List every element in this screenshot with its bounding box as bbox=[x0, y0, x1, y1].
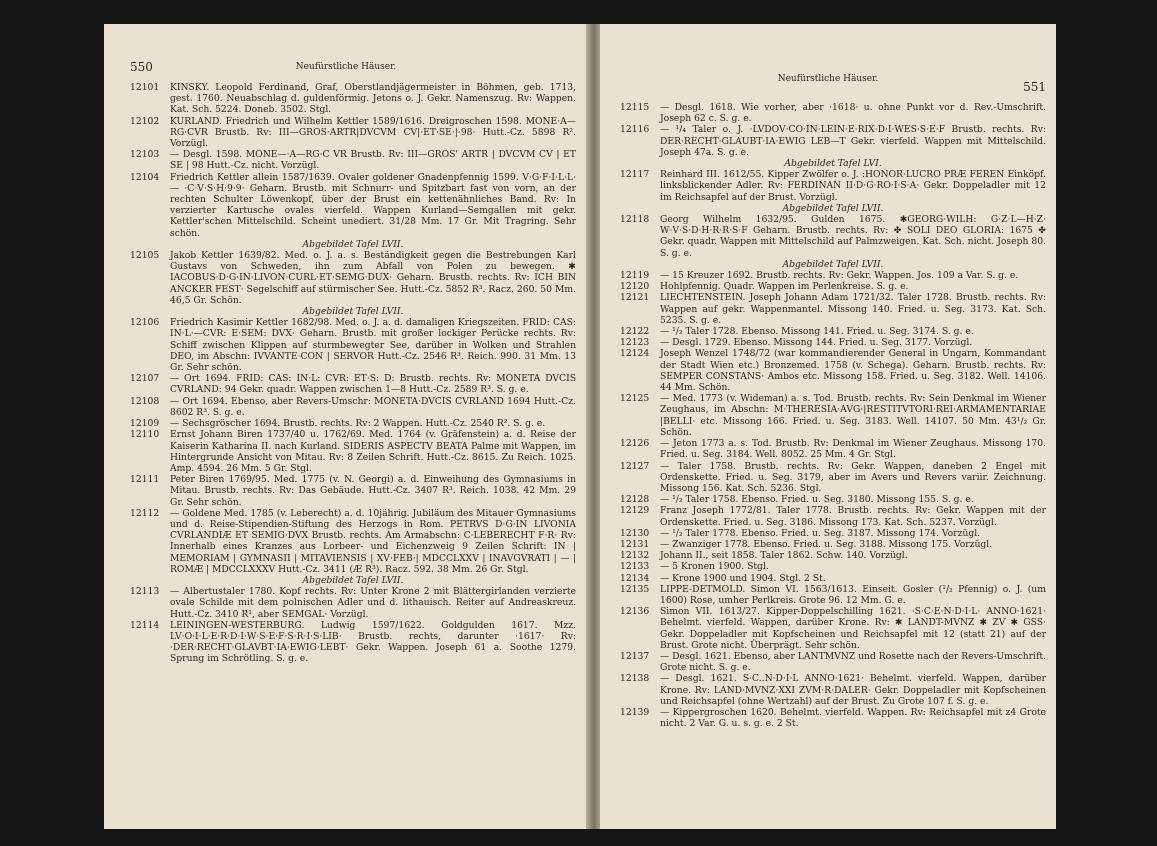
catalog-entry bbox=[620, 270, 1046, 281]
lot-description: — Ort 1694. FRID: CAS: IN·L: CVR: ET·S: D: Brustb. rechts. Rv: MONETA DVCIS CVRLAND: 94 Gekr. quadr. Wappen zwischen 1—8 Hutt.-Cz. 2589 R³. S. g. e. bbox=[170, 373, 576, 396]
lot-description: Jakob Kettler 1639/82. Med. o. J. a. s. Beständigkeit gegen die Bestrebungen Karl Gustavs von Schweden, ihn zum Abfall von Polen zu bewegen. ✱ IACOBUS·D·G·IN·LIVON·CURL·ET·SEMG·DUX· Geharn. Brustb. rechts. Rv: ICH BIN ANCKER FEST· Segelschiff auf stürmischer See. Hutt.-Cz. 5852 R³. Racz. 260. 50 Mm. 46,5 Gr. Schön. bbox=[170, 250, 576, 306]
lot-description: KINSKY. Leopold Ferdinand, Graf, Oberstlandjägermeister in Böhmen, geb. 1713, gest. 1760. Neuabschlag d. guldenförmig. Jetons o. J. Gekr. Namenszug. Rv: Wappen. Kat. Sch. 5224. Doneb. 3502. Stgl. bbox=[170, 82, 576, 116]
catalog-entry bbox=[620, 606, 1046, 651]
catalog-entry bbox=[620, 584, 1046, 606]
right-page bbox=[600, 24, 1056, 829]
lot-description: Hohlpfennig. Quadr. Wappen im Perlenkreise. S. g. e. bbox=[660, 281, 909, 293]
catalog-entry bbox=[620, 393, 1046, 438]
catalog-entry bbox=[620, 214, 1046, 259]
lot-description: — Ort 1694. Ebenso, aber Revers-Umschr: MONETA·DVCIS CVRLAND 1694 Hutt.-Cz. 8602 R³. S. g. e. bbox=[170, 395, 576, 418]
lot-number: 12104 bbox=[130, 171, 160, 183]
lot-number: 12127 bbox=[620, 460, 650, 472]
lot-number: 12133 bbox=[620, 561, 650, 573]
lot-number: 12112 bbox=[130, 507, 160, 519]
plate-reference: Abgebildet Tafel LVII. bbox=[302, 238, 404, 250]
lot-description: — Zwanziger 1778. Ebenso. Fried. u. Seg. 3188. Missong 175. Vorzügl. bbox=[660, 538, 993, 550]
catalog-entry bbox=[620, 326, 1046, 337]
lot-description: Johann II., seit 1858. Taler 1862. Schw. 140. Vorzügl. bbox=[660, 550, 908, 562]
lot-number: 12110 bbox=[130, 429, 160, 441]
lot-number: 12101 bbox=[130, 82, 160, 93]
lot-number: 12108 bbox=[130, 395, 160, 407]
lot-number: 12115 bbox=[620, 102, 650, 113]
plate-reference: Abgebildet Tafel LVII. bbox=[302, 574, 404, 586]
lot-description: — 15 Kreuzer 1692. Brustb. rechts. Rv: Gekr. Wappen. Jos. 109 a Var. S. g. e. bbox=[660, 270, 1019, 282]
catalog-entry bbox=[620, 494, 1046, 505]
catalog-entry bbox=[130, 116, 576, 150]
lot-description: Joseph Wenzel 1748/72 (war kommandierender General in Ungarn, Kommandant der Stadt Wien etc.) Bronzemed. 1758 (v. Schega). Geharn. Brustb. rechts. Rv: SEMPER CONSTANS· Ambos etc. Missong 158. Fried. u. Seg. 3182. Well. 14106. 44 Mm. Schön. bbox=[660, 348, 1046, 394]
lot-number: 12119 bbox=[620, 270, 650, 282]
lot-number: 12126 bbox=[620, 438, 650, 450]
lot-number: 12123 bbox=[620, 337, 650, 349]
lot-description: — Krone 1900 und 1904. Stgl. 2 St. bbox=[660, 572, 826, 584]
lot-number: 12103 bbox=[130, 149, 160, 161]
catalog-entry bbox=[130, 149, 576, 171]
catalog-entry bbox=[620, 573, 1046, 584]
catalog-entry bbox=[130, 82, 576, 116]
lot-number: 12131 bbox=[620, 538, 650, 550]
catalog-entry bbox=[620, 550, 1046, 561]
left-page-number: 550 bbox=[130, 60, 153, 74]
lot-description: — Desgl. 1621. S·C..N·D·I·L ANNO·1621· Behelmt. vierfeld. Wappen, darüber Krone. Rv: LAND·MVNZ·XXI ZVM·R·DALER· Gekr. Doppeladler mit Kopfscheinen und Reichsapfel (ohne Wertzahl) auf der Brust. Zu Grote 107 f. S. g. e. bbox=[660, 673, 1046, 707]
lot-description: — Desgl. 1729. Ebenso. Missong 144. Fried. u. Seg. 3177. Vorzügl. bbox=[660, 337, 973, 349]
lot-number: 12111 bbox=[130, 474, 160, 486]
lot-number: 12121 bbox=[620, 292, 650, 304]
lot-description: — Albertustaler 1780. Kopf rechts. Rv: Unter Krone 2 mit Blättergirlanden verzierte ovale Schilde mit dem polnischen Adler und d. lithauisch. Reiter auf Andreaskreuz. Hutt.-Cz. 3410 R¹, aber SEMGAL· Vorzügl. bbox=[170, 586, 576, 620]
catalog-entry bbox=[620, 505, 1046, 527]
lot-description: Friedrich Kasimir Kettler 1682/98. Med. o. J. a. d. damaligen Kriegszeiten. FRID: CAS: IN·L·—CVR: E·SEM: DVX· Geharn. Brustb. mit großer lockiger Perücke rechts. Rv: Schiff zwischen Klippen auf sturmbewegter See, darüber in Wolken und Strahlen DEO, im Abschn: IVVANTE·CON | SERVOR Hutt.-Cz. 2546 R³. Reich. 990. 31 Mm. 13 Gr. Sehr schön. bbox=[170, 317, 576, 374]
right-entries bbox=[620, 102, 1046, 729]
catalog-entry bbox=[130, 172, 576, 239]
lot-description: — ¹/₂ Taler 1728. Ebenso. Missong 141. Fried. u. Seg. 3174. S. g. e. bbox=[660, 326, 974, 338]
lot-number: 12122 bbox=[620, 326, 650, 338]
lot-description: Peter Biren 1769/95. Med. 1775 (v. N. Georgi) a. d. Einweihung des Gymnasiums in Mitau. Brustb. rechts. Rv: Das Gebäude. Hutt.-Cz. 3407 R³. Reich. 1038. 42 Mm. 29 Gr. Sehr schön. bbox=[170, 474, 576, 508]
catalog-entry bbox=[620, 292, 1046, 326]
catalog-entry bbox=[620, 281, 1046, 292]
catalog-entry bbox=[130, 429, 576, 474]
catalog-entry bbox=[620, 102, 1046, 124]
lot-description: Ernst Johann Biren 1737/40 u. 1762/69. Med. 1764 (v. Gräfenstein) a. d. Reise der Kaiserin Katharina II. nach Kurland. SIDERIS ASPECTV BEATA Palme mit Wappen, im Hintergrunde Ansicht von Mitau. Rv: 8 Zeilen Schrift. Hutt.-Cz. 8615. Zu Reich. 1025. Amp. 4594. 26 Mm. 5 Gr. Stgl. bbox=[170, 429, 576, 474]
plate-reference: Abgebildet Tafel LVI. bbox=[784, 158, 882, 170]
plate-reference: Abgebildet Tafel LVII. bbox=[782, 258, 884, 270]
lot-description: — 5 Kronen 1900. Stgl. bbox=[660, 561, 769, 573]
catalog-entry bbox=[130, 508, 576, 575]
lot-description: — Med. 1773 (v. Wideman) a. s. Tod. Brustb. rechts. Rv: Sein Denkmal im Wiener Zeughaus, im Abschn: M·THERESIA·AVG·|RESTITVTORI·REI·ARMAMENTARIAE |BELLI· etc. Missong 166. Fried. u. Seg. 3183. Well. 14107. 50 Mm. 43¹/₂ Gr. Schön. bbox=[660, 393, 1046, 438]
catalog-entry bbox=[620, 124, 1046, 158]
lot-number: 12129 bbox=[620, 505, 650, 517]
catalog-entry bbox=[130, 396, 576, 418]
lot-number: 12118 bbox=[620, 214, 650, 226]
lot-number: 12116 bbox=[620, 124, 650, 136]
lot-description: — Desgl. 1618. Wie vorher, aber ·1618· u. ohne Punkt vor d. Rev.-Umschrift. Joseph 62 c. S. g. e. bbox=[660, 102, 1046, 125]
catalog-entry bbox=[130, 373, 576, 395]
lot-description: — Sechsgröscher 1694. Brustb. rechts. Rv: 2 Wappen. Hutt.-Cz. 2540 R². S. g. e. bbox=[170, 418, 546, 430]
lot-description: LIECHTENSTEIN. Joseph Johann Adam 1721/32. Taler 1728. Brustb. rechts. Rv: Wappen auf gekr. Wappenmantel. Missong 140. Fried. u. Seg. 3173. Kat. Sch. 5235. S. g. e. bbox=[660, 292, 1046, 326]
lot-description: — Kippergroschen 1620. Behelmt. vierfeld. Wappen. Rv: Reichsapfel mit z4 Grote nicht. 2 Var. G. u. s. g. e. 2 St. bbox=[660, 706, 1046, 730]
lot-description: — Taler 1758. Brustb. rechts. Rv: Gekr. Wappen, daneben 2 Engel mit Ordenskette. Fried. u. Seg. 3179, aber im Avers und Revers variir. Zeichnung. Missong 156. Kat. Sch. 5236. Stgl. bbox=[660, 460, 1046, 494]
catalog-entry bbox=[620, 673, 1046, 707]
lot-number: 12117 bbox=[620, 169, 650, 181]
lot-description: — Goldene Med. 1785 (v. Leberecht) a. d. 10jährig. Jubiläum des Mitauer Gymnasiums und d. Reise-Stipendien-Stiftung des Herzogs in Rom. PETRVS D·G·IN LIVONIA CVRLANDIÆ ET SEMIG·DVX Brustb. rechts. Am Armabschn: C·LEBERECHT F·R· Rv: Innerhalb eines Kranzes aus Lorbeer- und Eichenzweig 9 Zeilen Schrift: IN | MEMORIAM | GYMNASII | MITAVIENSIS | XV·FEB·| MDCCLXXV | INAVGVRATI | — | ROMÆ | MDCCLXXXV Hutt.-Cz. 3411 (Æ R³). Racz. 592. 38 Mm. 26 Gr. Stgl. bbox=[170, 507, 576, 575]
catalog-entry bbox=[620, 561, 1046, 572]
catalog-entry bbox=[620, 169, 1046, 203]
lot-number: 12109 bbox=[130, 418, 160, 430]
lot-description: — ¹/₄ Taler o. J. ·LVDOV·CO·IN·LEIN·E·RIX·D·I·WES·S·E·F Brustb. rechts. Rv: DER·RECHT·GLAUBT·IA·EWIG LEB—T Gekr. vierfeld. Wappen mit Mittelschild. Joseph 47a. S. g. e. bbox=[660, 124, 1046, 158]
lot-description: LIPPE-DETMOLD. Simon VI. 1563/1613. Einseit. Gosler (¹/₂ Pfennig) o. J. (um 1600) Rose, umher Perlkreis. Grote 96. 12 Mm. G. e. bbox=[660, 583, 1046, 606]
right-running-head: Neufürstliche Häuser. bbox=[777, 74, 879, 84]
lot-description: — Desgl. 1621. Ebenso, aber LANTMVNZ und Rosette nach der Revers-Umschrift. Grote nicht. S. g. e. bbox=[660, 650, 1046, 674]
lot-description: Franz Joseph 1772/81. Taler 1778. Brustb. rechts. Rv: Gekr. Wappen mit der Ordenskette. Fried. u. Seg. 3186. Missong 173. Kat. Sch. 5237. Vorzügl. bbox=[660, 505, 1046, 528]
right-page-number: 551 bbox=[1023, 80, 1046, 94]
lot-description: LEININGEN-WESTERBURG. Ludwig 1597/1622. Goldgulden 1617. Mzz. LV·O·I·L·E·R·D·I·W·S·E·F·S·R·I·S·LIB· Brustb. rechts, darunter ·1617· Rv: ·DER·RECHT·GLAVBT·IA·EWIG·LEBT· Gekr. Wappen. Joseph 61 a. Soothe 1279. Sprung im Schrötling. S. g. e. bbox=[170, 619, 576, 665]
catalog-entry bbox=[130, 418, 576, 429]
lot-description: — Desgl. 1598. MONE—·A—RG·C VR Brustb. Rv: III—GROS' ARTR | DVCVM CV | ET SE | 98 Hutt.-Cz. nicht. Vorzügl. bbox=[170, 149, 576, 172]
plate-reference: Abgebildet Tafel LVII. bbox=[782, 202, 884, 214]
lot-description: — ¹/₂ Taler 1778. Ebenso. Fried. u. Seg. 3187. Missong 174. Vorzügl. bbox=[660, 527, 981, 539]
catalog-entry bbox=[620, 348, 1046, 393]
lot-description: — Jeton 1773 a. s. Tod. Brustb. Rv: Denkmal im Wiener Zeughaus. Missong 170. Fried. u. Seg. 3184. Well. 8052. 25 Mm. 4 Gr. Stgl. bbox=[660, 438, 1046, 461]
catalog-entry bbox=[620, 528, 1046, 539]
lot-number: 12124 bbox=[620, 348, 650, 360]
lot-number: 12107 bbox=[130, 373, 160, 385]
catalog-entry bbox=[130, 250, 576, 306]
lot-number: 12135 bbox=[620, 583, 650, 595]
lot-number: 12114 bbox=[130, 619, 160, 631]
catalog-entry bbox=[620, 539, 1046, 550]
lot-description: — ¹/₂ Taler 1758. Ebenso. Fried. u. Seg. 3180. Missong 155. S. g. e. bbox=[660, 494, 974, 506]
lot-number: 12102 bbox=[130, 115, 160, 127]
catalog-entry bbox=[130, 620, 576, 665]
lot-number: 12106 bbox=[130, 317, 160, 329]
lot-number: 12105 bbox=[130, 250, 160, 262]
lot-number: 12136 bbox=[620, 606, 650, 618]
plate-reference: Abgebildet Tafel LVII. bbox=[302, 306, 404, 318]
lot-description: Georg Wilhelm 1632/95. Gulden 1675. ✱GEORG·WILH: G·Z·L—H·Z· W·V·S·D·H·R·R·S·F Geharn. Brustb. rechts. Rv: ✤ SOLI DEO GLORIA: 1675 ✤ Gekr. quadr. Wappen mit Mittelschild auf Palmzweigen. Kat. Sch. nicht. Joseph 80. S. g. e. bbox=[660, 214, 1046, 259]
catalog-entry bbox=[620, 438, 1046, 460]
catalog-entry bbox=[130, 586, 576, 620]
lot-number: 12125 bbox=[620, 393, 650, 405]
lot-number: 12134 bbox=[620, 572, 650, 584]
left-running-head: Neufürstliche Häuser. bbox=[295, 62, 397, 72]
left-page bbox=[104, 24, 588, 829]
catalog-entry bbox=[620, 461, 1046, 495]
left-entries bbox=[130, 82, 576, 665]
catalog-entry bbox=[130, 474, 576, 508]
lot-number: 12130 bbox=[620, 527, 650, 539]
lot-description: KURLAND. Friedrich und Wilhelm Kettler 1589/1616. Dreigroschen 1598. MONE·A—RG·CVR Brustb. Rv: III—GROS·ARTR|DVCVM CV|·ET·SE·|·98· Hutt.-Cz. 5898 R². Vorzügl. bbox=[170, 115, 576, 150]
lot-number: 12139 bbox=[620, 706, 650, 718]
lot-number: 12138 bbox=[620, 673, 650, 685]
catalog-entry bbox=[620, 337, 1046, 348]
lot-number: 12120 bbox=[620, 281, 650, 293]
lot-number: 12137 bbox=[620, 650, 650, 662]
lot-number: 12132 bbox=[620, 550, 650, 562]
catalog-entry bbox=[130, 317, 576, 373]
catalog-entry bbox=[620, 707, 1046, 729]
lot-number: 12113 bbox=[130, 586, 160, 598]
catalog-entry bbox=[620, 651, 1046, 673]
lot-number: 12128 bbox=[620, 494, 650, 506]
lot-description: Simon VII. 1613/27. Kipper-Doppelschilling 1621. ·S·C·E·N·D·I·L· ANNO·1621· Behelmt. vierfeld. Wappen, darüber Krone. Rv: ✱ LANDT-MVNZ ✱ ZV ✱ GSS· Gekr. Doppeladler mit Kopfscheinen und Reichsapfel mit 12 (statt 21) auf der Brust. Grote nicht. Überprägt. Sehr schön. bbox=[660, 606, 1046, 651]
lot-description: Friedrich Kettler allein 1587/1639. Ovaler goldener Gnadenpfennig 1599. V·G·F·I·L·L·— ·C·V·S·H·9·9· Geharn. Brustb. mit Schnurr- und Spitzbart fast von vorn, an der rechten Schulter Löwenkopf, über der Brust ein kettenähnliches Band. Rv: In verzierter Kartusche ovales vierfeld. Wappen Kurland—Semgallen mit gekr. Kettler'schen Mittelschild. Scheint unediert. 31/28 Mm. 17 Gr. Mit Tragring. Sehr schön. bbox=[170, 171, 576, 239]
lot-description: Reinhard III. 1612/55. Kipper Zwölfer o. J. :HONOR·LUCRO PRÆ FEREN Einköpf. linksblickender Adler. Rv: FERDINAN II·D·G·RO·I·S·A· Gekr. Doppeladler mit 12 im Reichsapfel auf der Brust. Vorzügl. bbox=[660, 169, 1046, 203]
